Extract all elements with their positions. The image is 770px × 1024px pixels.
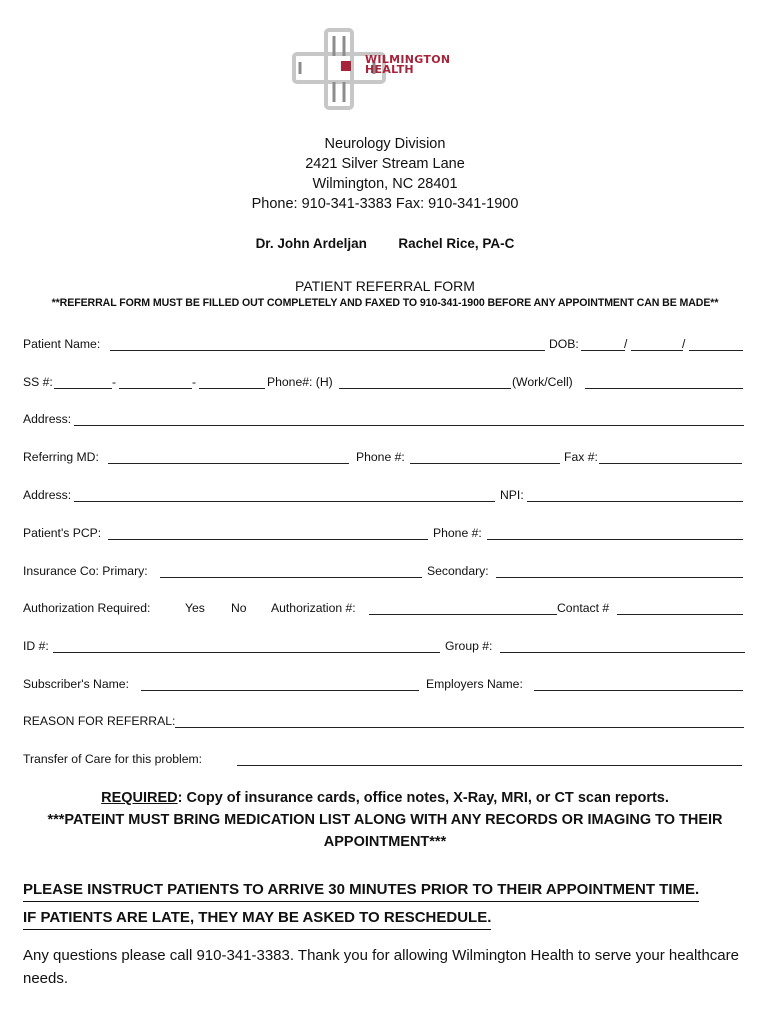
referring-fax-label: Fax #: bbox=[564, 450, 598, 464]
contact-label: Contact # bbox=[557, 601, 610, 615]
id-field[interactable] bbox=[53, 652, 440, 653]
dob-label: DOB: bbox=[549, 337, 579, 351]
insurance-primary-label: Insurance Co: Primary: bbox=[23, 564, 148, 578]
auth-required-label: Authorization Required: bbox=[23, 601, 151, 615]
secondary-label: Secondary: bbox=[427, 564, 489, 578]
closing-text: Any questions please call 910-341-3383. Thank you for allowing Wilmington Health to serve your healthcare needs. bbox=[23, 947, 739, 987]
provider-2: Rachel Rice, PA-C bbox=[398, 236, 515, 251]
group-field[interactable] bbox=[500, 652, 745, 653]
row-referring-md bbox=[23, 449, 745, 469]
row-reason bbox=[23, 713, 745, 733]
fax-notice: **REFERRAL FORM MUST BE FILLED OUT COMPLETELY AND FAXED TO 910-341-1900 BEFORE ANY APPOINTMENT CAN BE MADE** bbox=[51, 297, 719, 309]
reason-field[interactable] bbox=[175, 727, 744, 728]
provider-names bbox=[0, 236, 770, 251]
form-title: PATIENT REFERRAL FORM bbox=[295, 278, 475, 294]
referring-phone-field[interactable] bbox=[410, 463, 560, 464]
ss-part2-field[interactable] bbox=[119, 388, 192, 389]
referring-md-label: Referring MD: bbox=[23, 450, 99, 464]
patient-name-field[interactable] bbox=[110, 350, 545, 351]
employers-label: Employers Name: bbox=[426, 677, 523, 691]
dob-year-field[interactable] bbox=[689, 350, 743, 351]
dob-day-field[interactable] bbox=[631, 350, 683, 351]
secondary-field[interactable] bbox=[496, 577, 743, 578]
auth-number-label: Authorization #: bbox=[271, 601, 356, 615]
required-text: : Copy of insurance cards, office notes, X-Ray, MRI, or CT scan reports. bbox=[177, 790, 669, 806]
referring-address-label: Address: bbox=[23, 488, 72, 502]
transfer-label: Transfer of Care for this problem: bbox=[23, 752, 203, 766]
referring-phone-label: Phone #: bbox=[356, 450, 405, 464]
insurance-primary-field[interactable] bbox=[160, 577, 422, 578]
group-label: Group #: bbox=[445, 639, 493, 653]
division-name: Neurology Division bbox=[324, 136, 446, 152]
referring-address-field[interactable] bbox=[74, 501, 495, 502]
required-label: REQUIRED bbox=[101, 790, 178, 806]
work-cell-label: (Work/Cell) bbox=[512, 375, 573, 389]
row-insurance bbox=[23, 563, 745, 583]
arrival-instruction-line1: PLEASE INSTRUCT PATIENTS TO ARRIVE 30 MINUTES PRIOR TO THEIR APPOINTMENT TIME. bbox=[23, 879, 699, 902]
logo-wordmark: WILMINGTON HEALTH bbox=[365, 53, 451, 76]
ss-part3-field[interactable] bbox=[199, 388, 265, 389]
transfer-field[interactable] bbox=[237, 765, 742, 766]
auth-yes-option[interactable]: Yes bbox=[185, 601, 205, 615]
medication-notice-line2: APPOINTMENT*** bbox=[323, 834, 447, 850]
phone-fax: Phone: 910-341-3383 Fax: 910-341-1900 bbox=[251, 196, 519, 212]
pcp-label: Patient's PCP: bbox=[23, 526, 102, 540]
row-id-group bbox=[23, 638, 745, 658]
row-referring-address bbox=[23, 487, 745, 507]
patient-name-label: Patient Name: bbox=[23, 337, 101, 351]
ss-label: SS #: bbox=[23, 375, 53, 389]
pcp-phone-field[interactable] bbox=[487, 539, 743, 540]
contact-field[interactable] bbox=[617, 614, 743, 615]
phone-home-label: Phone#: (H) bbox=[267, 375, 333, 389]
pcp-field[interactable] bbox=[108, 539, 428, 540]
employers-field[interactable] bbox=[534, 690, 743, 691]
row-transfer-of-care bbox=[23, 751, 745, 771]
phone-home-field[interactable] bbox=[339, 388, 511, 389]
clinic-address bbox=[0, 134, 770, 214]
auth-number-field[interactable] bbox=[369, 614, 557, 615]
row-authorization bbox=[23, 600, 745, 620]
row-subscriber bbox=[23, 676, 745, 696]
city-state-zip: Wilmington, NC 28401 bbox=[312, 176, 458, 192]
address-label: Address: bbox=[23, 412, 72, 426]
referring-fax-field[interactable] bbox=[599, 463, 742, 464]
arrival-instruction-line2: IF PATIENTS ARE LATE, THEY MAY BE ASKED TO RESCHEDULE. bbox=[23, 907, 491, 930]
required-documents bbox=[0, 787, 770, 853]
id-label: ID #: bbox=[23, 639, 49, 653]
ss-part1-field[interactable] bbox=[54, 388, 112, 389]
auth-no-option[interactable]: No bbox=[231, 601, 247, 615]
row-pcp bbox=[23, 525, 745, 545]
referring-md-field[interactable] bbox=[108, 463, 349, 464]
subscriber-field[interactable] bbox=[141, 690, 419, 691]
dob-month-field[interactable] bbox=[581, 350, 625, 351]
reason-label: REASON FOR REFERRAL: bbox=[23, 714, 176, 728]
street-address: 2421 Silver Stream Lane bbox=[305, 156, 465, 172]
npi-field[interactable] bbox=[527, 501, 743, 502]
patient-address-field[interactable] bbox=[74, 425, 744, 426]
npi-label: NPI: bbox=[500, 488, 524, 502]
provider-1: Dr. John Ardeljan bbox=[255, 236, 367, 251]
row-ss-phone: SS #: - - Phone#: (H) (Work/Cell) bbox=[23, 374, 745, 394]
row-patient-name: Patient Name: DOB: / / bbox=[23, 336, 745, 356]
pcp-phone-label: Phone #: bbox=[433, 526, 482, 540]
row-address bbox=[23, 411, 745, 431]
medication-notice-line1: ***PATEINT MUST BRING MEDICATION LIST ALONG WITH ANY RECORDS OR IMAGING TO THEIR bbox=[47, 812, 723, 828]
arrival-instructions bbox=[23, 877, 699, 933]
work-cell-field[interactable] bbox=[585, 388, 743, 389]
subscriber-label: Subscriber's Name: bbox=[23, 677, 129, 691]
